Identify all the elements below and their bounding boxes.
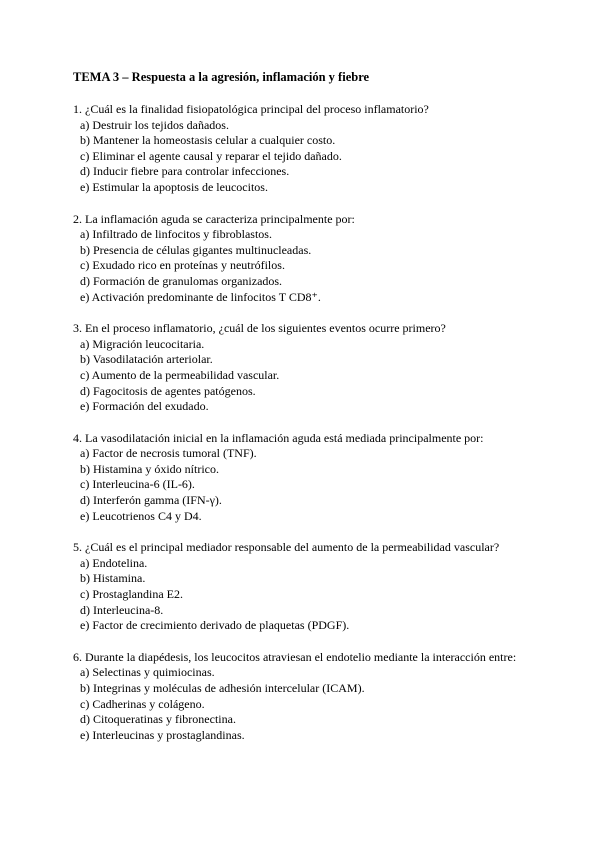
- question-stem: 4. La vasodilatación inicial en la inflamación aguda está mediada principalmente por:: [73, 430, 484, 445]
- answer-option-d: d) Fagocitosis de agentes patógenos.: [80, 383, 256, 398]
- answer-option-d: d) Interferón gamma (IFN-γ).: [80, 493, 222, 508]
- answer-options: [73, 556, 573, 634]
- answer-option-c: c) Aumento de la permeabilidad vascular.: [80, 367, 280, 382]
- question-6: [73, 650, 573, 744]
- question-stem: 3. En el proceso inflamatorio, ¿cuál de los siguientes eventos ocurre primero?: [73, 321, 446, 336]
- answer-option-c: c) Interleucina-6 (IL-6).: [80, 477, 195, 492]
- answer-option-b: b) Presencia de células gigantes multinucleadas.: [80, 242, 312, 257]
- answer-option-a: a) Endotelina.: [80, 555, 148, 570]
- answer-option-e: e) Estimular la apoptosis de leucocitos.: [80, 179, 268, 194]
- question-2: [73, 212, 573, 306]
- question-stem: 1. ¿Cuál es la finalidad fisiopatológica principal del proceso inflamatorio?: [73, 102, 429, 116]
- question-5: [73, 540, 573, 634]
- answer-option-a: a) Factor de necrosis tumoral (TNF).: [80, 446, 257, 461]
- question-stem: 5. ¿Cuál es el principal mediador responsable del aumento de la permeabilidad vascular?: [73, 540, 500, 555]
- question-stem: 2. La inflamación aguda se caracteriza principalmente por:: [73, 211, 355, 226]
- answer-option-e: e) Formación del exudado.: [80, 399, 209, 414]
- answer-options: [73, 446, 573, 524]
- answer-option-e: e) Activación predominante de linfocitos T CD8⁺.: [80, 289, 321, 304]
- answer-option-b: b) Histamina y óxido nítrico.: [80, 461, 219, 476]
- answer-option-b: b) Histamina.: [80, 571, 146, 586]
- answer-options: [73, 665, 573, 743]
- question-1: [73, 102, 573, 196]
- answer-option-a: a) Migración leucocitaria.: [80, 336, 205, 351]
- answer-option-e: e) Factor de crecimiento derivado de plaquetas (PDGF).: [80, 618, 350, 633]
- question-stem: 6. Durante la diapédesis, los leucocitos atraviesan el endotelio mediante la interacción entre:: [73, 649, 517, 664]
- answer-option-d: d) Interleucina-8.: [80, 602, 164, 617]
- document-title: TEMA 3 – Respuesta a la agresión, inflamación y fiebre: [73, 70, 370, 84]
- answer-option-b: b) Mantener la homeostasis celular a cualquier costo.: [80, 133, 336, 148]
- answer-option-d: d) Citoqueratinas y fibronectina.: [80, 712, 236, 727]
- answer-option-a: a) Destruir los tejidos dañados.: [80, 117, 229, 132]
- answer-option-e: e) Leucotrienos C4 y D4.: [80, 508, 202, 523]
- question-3: [73, 321, 573, 415]
- answer-options: [73, 337, 573, 415]
- answer-option-c: c) Cadherinas y colágeno.: [80, 696, 205, 711]
- answer-option-b: b) Integrinas y moléculas de adhesión intercelular (ICAM).: [80, 681, 365, 695]
- answer-option-a: a) Selectinas y quimiocinas.: [80, 665, 215, 680]
- answer-option-c: c) Eliminar el agente causal y reparar el tejido dañado.: [80, 148, 342, 163]
- answer-option-c: c) Prostaglandina E2.: [80, 587, 183, 602]
- answer-option-b: b) Vasodilatación arteriolar.: [80, 352, 213, 367]
- document-page: [73, 68, 573, 759]
- answer-option-a: a) Infiltrado de linfocitos y fibroblastos.: [80, 227, 272, 242]
- question-4: [73, 431, 573, 525]
- answer-option-c: c) Exudado rico en proteínas y neutrófilos.: [80, 258, 285, 273]
- answer-options: [73, 227, 573, 305]
- answer-option-e: e) Interleucinas y prostaglandinas.: [80, 727, 245, 742]
- answer-option-d: d) Formación de granulomas organizados.: [80, 273, 283, 288]
- answer-options: [73, 118, 573, 196]
- answer-option-d: d) Inducir fiebre para controlar infecciones.: [80, 164, 290, 179]
